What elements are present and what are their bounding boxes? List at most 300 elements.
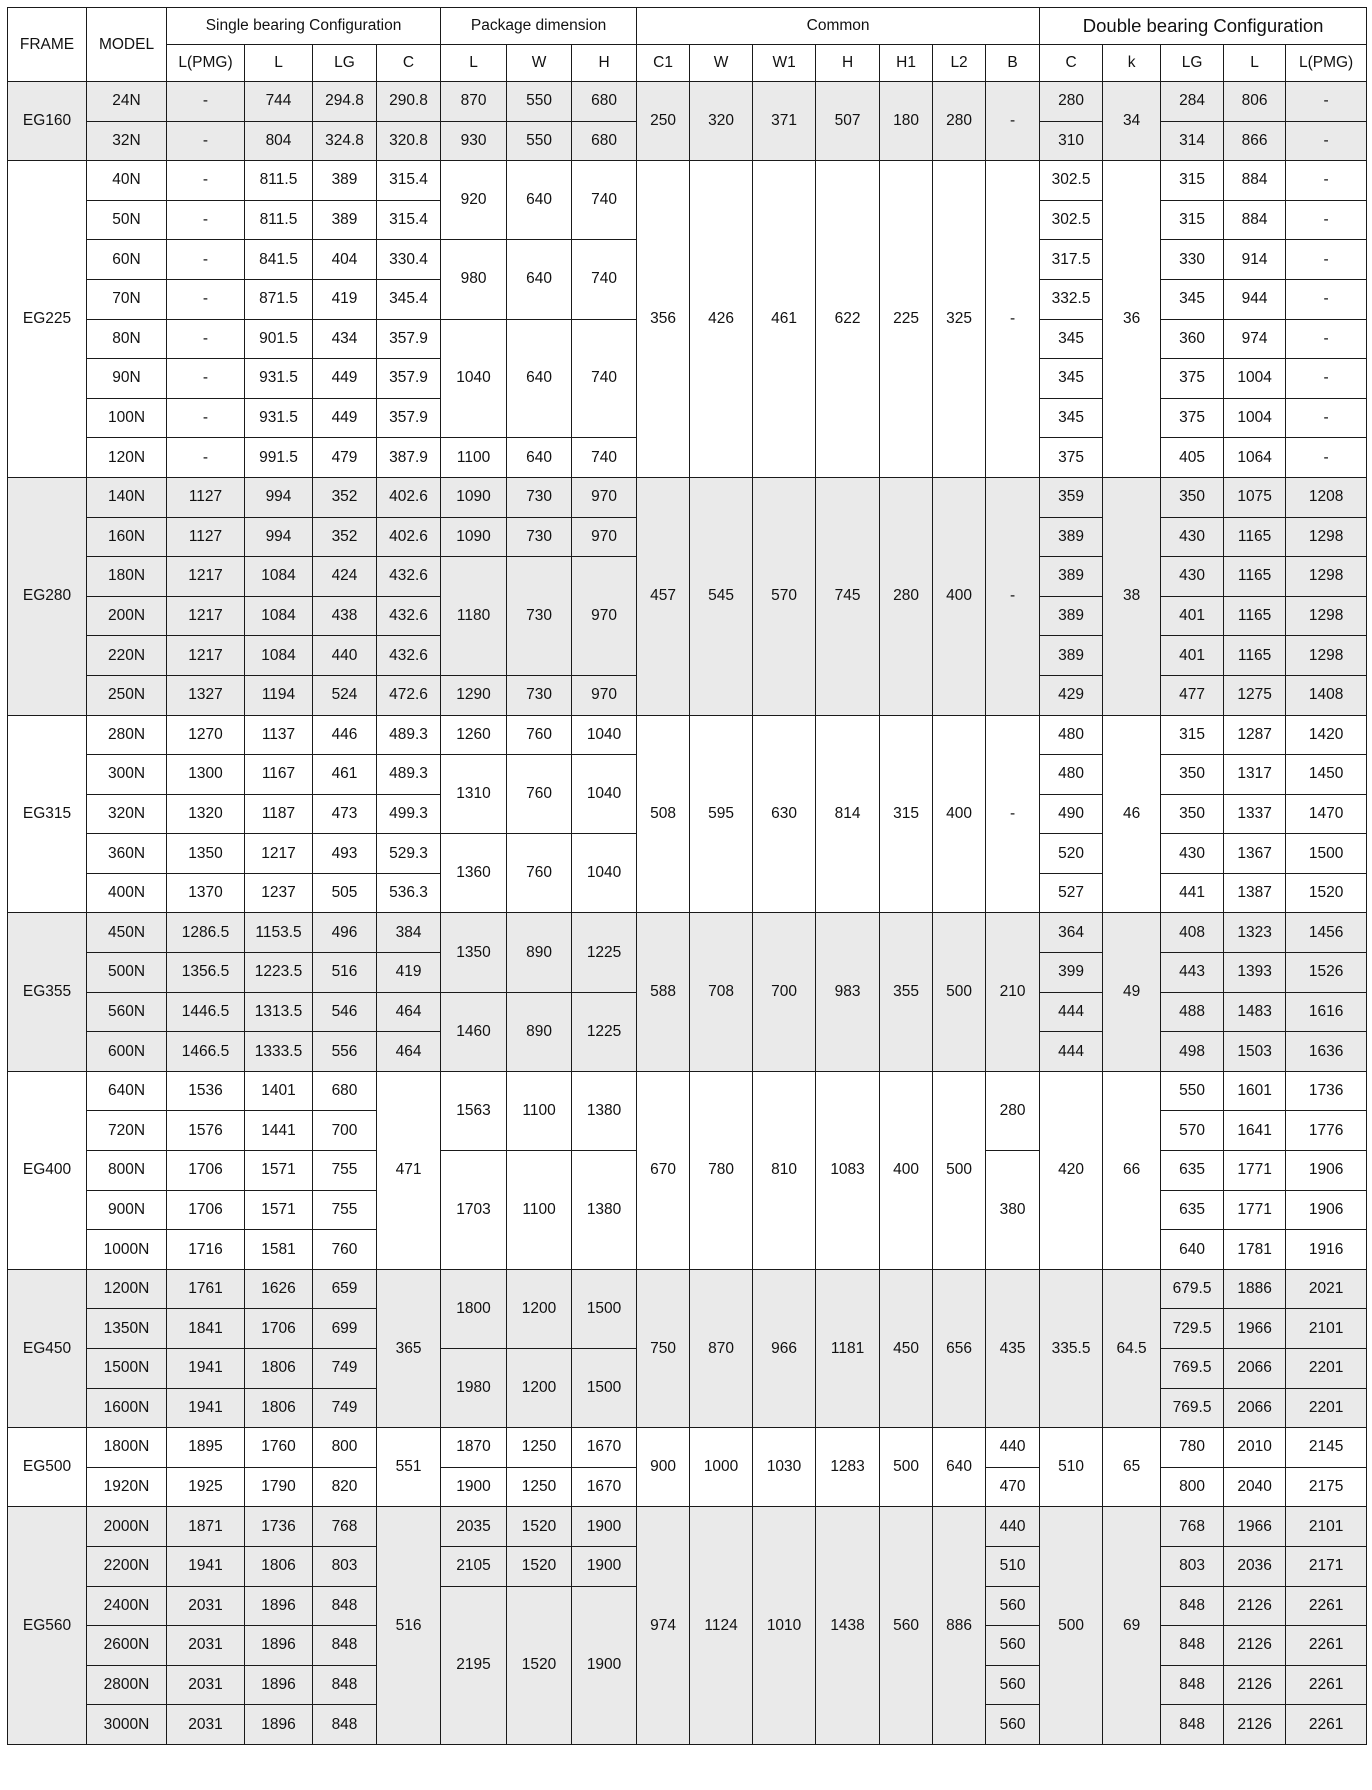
double-c-cell: 375 (1040, 438, 1103, 478)
table-row (8, 1428, 1367, 1468)
single-cell: 556 (313, 1032, 377, 1072)
single-cell: 871.5 (245, 279, 313, 319)
single-cell: 440 (313, 636, 377, 676)
double-k-cell: 64.5 (1103, 1269, 1161, 1427)
column-header: L(PMG) (167, 45, 245, 82)
double-cell: 2171 (1286, 1546, 1367, 1586)
frame-group-eg450 (8, 1269, 1367, 1427)
single-cell: 499.3 (377, 794, 441, 834)
double-c-cell: 480 (1040, 755, 1103, 795)
common-cell: 280 (933, 82, 986, 161)
single-cell: 290.8 (377, 82, 441, 122)
common-cell: 810 (753, 1071, 816, 1269)
single-cell: 1223.5 (245, 953, 313, 993)
common-cell: 656 (933, 1269, 986, 1427)
package-cell: 740 (572, 240, 637, 319)
model-cell: 2800N (87, 1665, 167, 1705)
common-cell: 210 (986, 913, 1040, 1071)
package-cell: 730 (507, 517, 572, 557)
package-cell: 1350 (441, 913, 507, 992)
package-cell: 1090 (441, 477, 507, 517)
double-cell: 2101 (1286, 1309, 1367, 1349)
single-cell: 1327 (167, 675, 245, 715)
single-cell: 1237 (245, 873, 313, 913)
single-cell: 1626 (245, 1269, 313, 1309)
single-cell: 320.8 (377, 121, 441, 161)
table-row (8, 477, 1367, 517)
single-cell: 1194 (245, 675, 313, 715)
table-row (8, 1507, 1367, 1547)
single-cell: 1790 (245, 1467, 313, 1507)
single-cell: 1736 (245, 1507, 313, 1547)
double-cell: 2261 (1286, 1626, 1367, 1666)
double-cell: 2126 (1224, 1586, 1286, 1626)
double-cell: 405 (1161, 438, 1224, 478)
single-cell: 546 (313, 992, 377, 1032)
double-cell: 914 (1224, 240, 1286, 280)
package-cell: 2105 (441, 1546, 507, 1586)
model-cell: 40N (87, 161, 167, 201)
package-cell: 1670 (572, 1428, 637, 1468)
column-header: k (1103, 45, 1161, 82)
double-cell: 848 (1161, 1665, 1224, 1705)
double-cell: 1906 (1286, 1190, 1367, 1230)
common-cell: - (986, 82, 1040, 161)
double-cell: 1298 (1286, 636, 1367, 676)
single-cell: 384 (377, 913, 441, 953)
common-cell: 371 (753, 82, 816, 161)
frame-cell: EG225 (8, 161, 87, 478)
package-cell: 550 (507, 82, 572, 122)
double-cell: 401 (1161, 636, 1224, 676)
model-cell: 1600N (87, 1388, 167, 1428)
model-cell: 360N (87, 834, 167, 874)
package-cell: 890 (507, 913, 572, 992)
single-cell: - (167, 200, 245, 240)
single-cell: 352 (313, 477, 377, 517)
double-c-cell: 302.5 (1040, 161, 1103, 201)
single-cell: 755 (313, 1190, 377, 1230)
column-header: W1 (753, 45, 816, 82)
package-cell: 1040 (441, 319, 507, 438)
double-cell: 498 (1161, 1032, 1224, 1072)
double-cell: 1601 (1224, 1071, 1286, 1111)
single-cell: 1581 (245, 1230, 313, 1270)
double-c-cell: 345 (1040, 319, 1103, 359)
package-cell: 1460 (441, 992, 507, 1071)
double-cell: 375 (1161, 359, 1224, 399)
single-cell: - (167, 319, 245, 359)
common-cell: 570 (753, 477, 816, 715)
single-cell: 803 (313, 1546, 377, 1586)
model-cell: 90N (87, 359, 167, 399)
frame-cell: EG280 (8, 477, 87, 715)
column-header: W (507, 45, 572, 82)
package-cell: 640 (507, 438, 572, 478)
double-cell: 1408 (1286, 675, 1367, 715)
package-cell: 980 (441, 240, 507, 319)
common-cell: 356 (637, 161, 690, 478)
common-cell: 325 (933, 161, 986, 478)
double-cell: 635 (1161, 1151, 1224, 1191)
common-b-cell: 510 (986, 1546, 1040, 1586)
double-cell: 1420 (1286, 715, 1367, 755)
double-cell: 1298 (1286, 557, 1367, 597)
single-cell: 493 (313, 834, 377, 874)
column-header: C1 (637, 45, 690, 82)
single-cell: 744 (245, 82, 313, 122)
double-cell: 350 (1161, 794, 1224, 834)
single-cell: 931.5 (245, 398, 313, 438)
double-c-cell: 302.5 (1040, 200, 1103, 240)
model-cell: 180N (87, 557, 167, 597)
common-cell: 750 (637, 1269, 690, 1427)
common-b-cell: 280 (986, 1071, 1040, 1150)
common-cell: 500 (933, 913, 986, 1071)
single-cell: 931.5 (245, 359, 313, 399)
model-cell: 60N (87, 240, 167, 280)
model-cell: 320N (87, 794, 167, 834)
common-b-cell: 560 (986, 1626, 1040, 1666)
double-cell: 1337 (1224, 794, 1286, 834)
single-c-cell: 551 (377, 1428, 441, 1507)
single-cell: 294.8 (313, 82, 377, 122)
model-cell: 80N (87, 319, 167, 359)
double-c-cell: 527 (1040, 873, 1103, 913)
double-c-cell: 389 (1040, 636, 1103, 676)
model-cell: 2400N (87, 1586, 167, 1626)
common-cell: 250 (637, 82, 690, 161)
package-cell: 1200 (507, 1349, 572, 1428)
common-cell: 1083 (816, 1071, 880, 1269)
single-cell: 446 (313, 715, 377, 755)
double-c-cell: 389 (1040, 517, 1103, 557)
double-c-cell: 317.5 (1040, 240, 1103, 280)
dimension-table (7, 7, 1367, 1745)
single-cell: 1706 (167, 1190, 245, 1230)
common-cell: 315 (880, 715, 933, 913)
double-k-cell: 65 (1103, 1428, 1161, 1507)
single-cell: 1446.5 (167, 992, 245, 1032)
single-cell: 994 (245, 477, 313, 517)
double-cell: 408 (1161, 913, 1224, 953)
double-cell: 1641 (1224, 1111, 1286, 1151)
common-cell: 630 (753, 715, 816, 913)
double-c-cell: 500 (1040, 1507, 1103, 1745)
double-c-cell: 345 (1040, 398, 1103, 438)
package-cell: 1520 (507, 1586, 572, 1744)
single-cell: 1806 (245, 1546, 313, 1586)
double-cell: 1771 (1224, 1190, 1286, 1230)
model-cell: 500N (87, 953, 167, 993)
column-header: C (1040, 45, 1103, 82)
double-cell: 1526 (1286, 953, 1367, 993)
single-cell: 524 (313, 675, 377, 715)
double-cell: 1966 (1224, 1507, 1286, 1547)
single-cell: 804 (245, 121, 313, 161)
frame-group-eg280 (8, 477, 1367, 715)
double-cell: 1004 (1224, 359, 1286, 399)
double-cell: 1298 (1286, 596, 1367, 636)
single-cell: 1761 (167, 1269, 245, 1309)
model-cell: 200N (87, 596, 167, 636)
single-cell: 1167 (245, 755, 313, 795)
package-cell: 680 (572, 121, 637, 161)
double-c-cell: 345 (1040, 359, 1103, 399)
double-k-cell: 66 (1103, 1071, 1161, 1269)
double-cell: 330 (1161, 240, 1224, 280)
double-cell: 884 (1224, 200, 1286, 240)
frame-cell: EG315 (8, 715, 87, 913)
frame-group-eg160 (8, 82, 1367, 161)
model-cell: 300N (87, 755, 167, 795)
common-cell: 1283 (816, 1428, 880, 1507)
single-cell: 432.6 (377, 557, 441, 597)
single-cell: 489.3 (377, 715, 441, 755)
double-cell: 477 (1161, 675, 1224, 715)
single-cell: 345.4 (377, 279, 441, 319)
common-cell: 180 (880, 82, 933, 161)
single-cell: 1536 (167, 1071, 245, 1111)
model-cell: 3000N (87, 1705, 167, 1745)
double-c-cell: 359 (1040, 477, 1103, 517)
package-cell: 760 (507, 755, 572, 834)
single-cell: 1571 (245, 1190, 313, 1230)
column-header: LG (313, 45, 377, 82)
double-cell: 1275 (1224, 675, 1286, 715)
double-cell: 1004 (1224, 398, 1286, 438)
double-cell: 1456 (1286, 913, 1367, 953)
package-cell: 1040 (572, 834, 637, 913)
common-cell: 507 (816, 82, 880, 161)
double-cell: 2145 (1286, 1428, 1367, 1468)
single-cell: 1941 (167, 1388, 245, 1428)
single-cell: 315.4 (377, 200, 441, 240)
double-cell: 375 (1161, 398, 1224, 438)
common-cell: 708 (690, 913, 753, 1071)
package-cell: 970 (572, 517, 637, 557)
package-cell: 1180 (441, 557, 507, 676)
package-cell: 740 (572, 161, 637, 240)
single-cell: 1320 (167, 794, 245, 834)
package-cell: 730 (507, 557, 572, 676)
double-cell: 2066 (1224, 1388, 1286, 1428)
double-cell: 360 (1161, 319, 1224, 359)
double-cell: 2261 (1286, 1586, 1367, 1626)
double-cell: 488 (1161, 992, 1224, 1032)
common-cell: 983 (816, 913, 880, 1071)
double-cell: 2066 (1224, 1349, 1286, 1389)
frame-cell: EG500 (8, 1428, 87, 1507)
double-k-cell: 69 (1103, 1507, 1161, 1745)
double-cell: 1966 (1224, 1309, 1286, 1349)
single-cell: 479 (313, 438, 377, 478)
package-cell: 930 (441, 121, 507, 161)
double-cell: 1483 (1224, 992, 1286, 1032)
double-cell: 2201 (1286, 1349, 1367, 1389)
column-header: L (441, 45, 507, 82)
model-cell: 140N (87, 477, 167, 517)
double-c-cell: 444 (1040, 1032, 1103, 1072)
double-cell: 401 (1161, 596, 1224, 636)
double-cell: 780 (1161, 1428, 1224, 1468)
model-cell: 100N (87, 398, 167, 438)
double-cell: 803 (1161, 1546, 1224, 1586)
single-cell: 1706 (245, 1309, 313, 1349)
single-cell: 389 (313, 200, 377, 240)
single-cell: 1300 (167, 755, 245, 795)
single-cell: 991.5 (245, 438, 313, 478)
model-cell: 2000N (87, 1507, 167, 1547)
double-cell: 1520 (1286, 873, 1367, 913)
common-b-cell: 440 (986, 1428, 1040, 1468)
model-cell: 640N (87, 1071, 167, 1111)
single-c-cell: 471 (377, 1071, 441, 1269)
common-cell: 900 (637, 1428, 690, 1507)
model-cell: 900N (87, 1190, 167, 1230)
package-cell: 2035 (441, 1507, 507, 1547)
common-cell: 400 (933, 715, 986, 913)
common-cell: 320 (690, 82, 753, 161)
package-cell: 1100 (441, 438, 507, 478)
model-cell: 1000N (87, 1230, 167, 1270)
package-cell: 1200 (507, 1269, 572, 1348)
package-cell: 2195 (441, 1586, 507, 1744)
column-header: H (816, 45, 880, 82)
common-b-cell: 440 (986, 1507, 1040, 1547)
single-cell: 1217 (245, 834, 313, 874)
double-c-cell: 389 (1040, 557, 1103, 597)
double-cell: 2126 (1224, 1705, 1286, 1745)
single-cell: 473 (313, 794, 377, 834)
double-cell: 769.5 (1161, 1388, 1224, 1428)
model-cell: 800N (87, 1151, 167, 1191)
common-cell: 500 (880, 1428, 933, 1507)
frame-cell: EG400 (8, 1071, 87, 1269)
package-cell: 1040 (572, 715, 637, 755)
common-cell: 1010 (753, 1507, 816, 1745)
double-cell: 315 (1161, 161, 1224, 201)
double-c-cell: 429 (1040, 675, 1103, 715)
single-cell: 438 (313, 596, 377, 636)
single-cell: 994 (245, 517, 313, 557)
package-cell: 1900 (572, 1546, 637, 1586)
single-cell: 1217 (167, 636, 245, 676)
single-cell: 848 (313, 1705, 377, 1745)
single-cell: 1187 (245, 794, 313, 834)
common-cell: 461 (753, 161, 816, 478)
frame-header: FRAME (8, 8, 87, 82)
double-cell: 1393 (1224, 953, 1286, 993)
single-cell: 1896 (245, 1586, 313, 1626)
double-k-cell: 38 (1103, 477, 1161, 715)
single-cell: 1716 (167, 1230, 245, 1270)
common-cell: 225 (880, 161, 933, 478)
double-cell: 1736 (1286, 1071, 1367, 1111)
double-c-cell: 332.5 (1040, 279, 1103, 319)
table-row (8, 82, 1367, 122)
single-cell: - (167, 398, 245, 438)
double-cell: 1317 (1224, 755, 1286, 795)
single-cell: 357.9 (377, 398, 441, 438)
single-cell: 1270 (167, 715, 245, 755)
single-cell: 768 (313, 1507, 377, 1547)
package-dimension-header: Package dimension (441, 8, 637, 45)
single-cell: 2031 (167, 1705, 245, 1745)
double-cell: 443 (1161, 953, 1224, 993)
column-header: L(PMG) (1286, 45, 1367, 82)
double-cell: 635 (1161, 1190, 1224, 1230)
double-c-cell: 490 (1040, 794, 1103, 834)
package-cell: 1703 (441, 1151, 507, 1270)
double-cell: 1771 (1224, 1151, 1286, 1191)
model-cell: 120N (87, 438, 167, 478)
single-cell: 2031 (167, 1626, 245, 1666)
double-cell: - (1286, 319, 1367, 359)
model-cell: 32N (87, 121, 167, 161)
common-cell: - (986, 161, 1040, 478)
package-cell: 970 (572, 675, 637, 715)
package-cell: 870 (441, 82, 507, 122)
table-row (8, 161, 1367, 201)
package-cell: 1900 (572, 1507, 637, 1547)
double-cell: 1287 (1224, 715, 1286, 755)
single-cell: 1706 (167, 1151, 245, 1191)
single-cell: 419 (377, 953, 441, 993)
double-cell: 350 (1161, 477, 1224, 517)
single-cell: 659 (313, 1269, 377, 1309)
frame-cell: EG560 (8, 1507, 87, 1745)
model-cell: 1350N (87, 1309, 167, 1349)
double-cell: 2036 (1224, 1546, 1286, 1586)
double-cell: - (1286, 398, 1367, 438)
single-cell: 1084 (245, 557, 313, 597)
double-cell: 1503 (1224, 1032, 1286, 1072)
model-cell: 1800N (87, 1428, 167, 1468)
single-cell: 1313.5 (245, 992, 313, 1032)
single-cell: 1895 (167, 1428, 245, 1468)
double-cell: 2101 (1286, 1507, 1367, 1547)
common-cell: 588 (637, 913, 690, 1071)
package-cell: 1563 (441, 1071, 507, 1150)
package-cell: 730 (507, 477, 572, 517)
double-cell: 2126 (1224, 1665, 1286, 1705)
common-cell: 280 (880, 477, 933, 715)
package-cell: 730 (507, 675, 572, 715)
column-header: L (1224, 45, 1286, 82)
common-cell: 560 (880, 1507, 933, 1745)
double-cell: 679.5 (1161, 1269, 1224, 1309)
double-cell: 315 (1161, 200, 1224, 240)
common-cell: 1030 (753, 1428, 816, 1507)
double-c-cell: 444 (1040, 992, 1103, 1032)
single-cell: 402.6 (377, 517, 441, 557)
single-cell: 1896 (245, 1626, 313, 1666)
single-cell: - (167, 240, 245, 280)
package-cell: 890 (507, 992, 572, 1071)
common-cell: 595 (690, 715, 753, 913)
single-cell: - (167, 279, 245, 319)
column-header: B (986, 45, 1040, 82)
double-cell: 769.5 (1161, 1349, 1224, 1389)
frame-group-eg355 (8, 913, 1367, 1071)
double-c-cell: 480 (1040, 715, 1103, 755)
package-cell: 640 (507, 161, 572, 240)
single-cell: - (167, 121, 245, 161)
double-cell: 1916 (1286, 1230, 1367, 1270)
frame-cell: EG450 (8, 1269, 87, 1427)
single-cell: 760 (313, 1230, 377, 1270)
